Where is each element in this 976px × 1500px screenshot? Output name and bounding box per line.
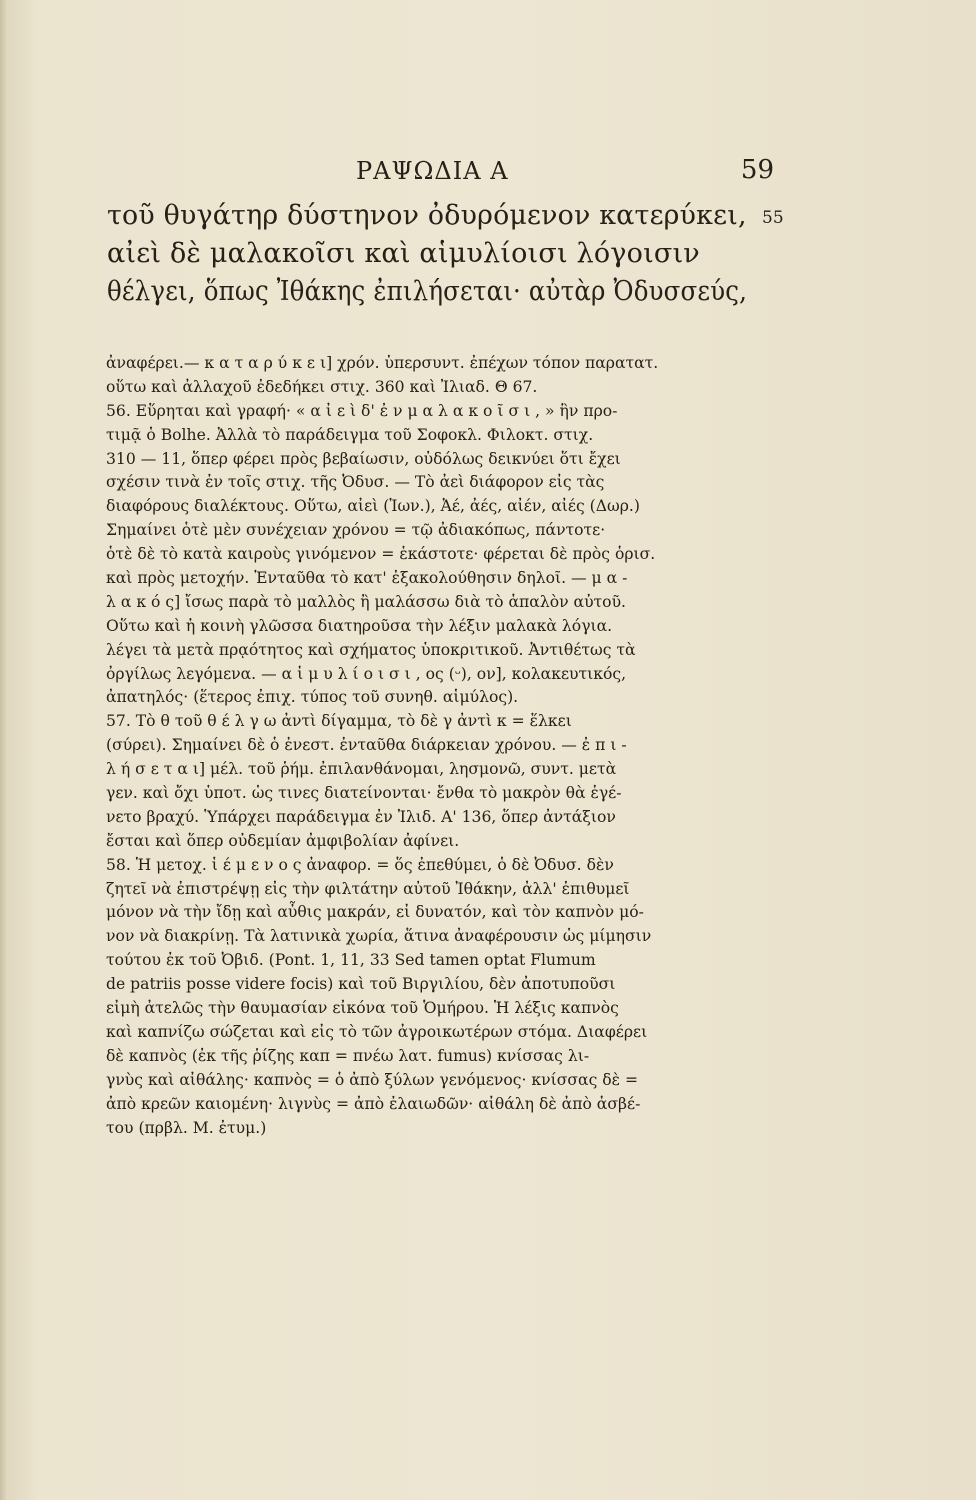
commentary-line: 58. Ἡ μετοχ. ἱ έ μ ε ν ο ς ἀναφορ. = ὅς ἐπεθύμει, ὁ δὲ Ὀδυσ. δὲν [106, 855, 614, 874]
commentary-line: του (πρβλ. Μ. ἐτυμ.) [106, 1118, 267, 1137]
page-edge [0, 0, 8, 1500]
commentary-line: ἀπατηλός· (ἕτερος ἐπιχ. τύπος τοῦ συνηθ. αἱμύλος). [106, 688, 519, 707]
commentary-line: ὀργίλως λεγόμενα. — α ἱ μ υ λ ί ο ι σ ι , ος (ᵕ), ον], κολακευτικός, [106, 664, 627, 683]
commentary-line: τιμᾷ ὁ Bolhe. Ἀλλὰ τὸ παράδειγμα τοῦ Σοφοκλ. Φιλοκτ. στιχ. [106, 425, 594, 444]
commentary-line: καὶ πρὸς μετοχήν. Ἐνταῦθα τὸ κατ' ἐξακολούθησιν δηλοῖ. — μ α - [106, 569, 628, 588]
commentary-line: (σύρει). Σημαίνει δὲ ὁ ἐνεστ. ἐνταῦθα διάρκειαν χρόνου. — ἐ π ι - [106, 736, 627, 755]
verse-block [107, 197, 748, 311]
commentary-line: Σημαίνει ὁτὲ μὲν συνέχειαν χρόνου = τῷ ἀδιακόπως, πάντοτε· [106, 521, 606, 540]
commentary-line: ἔσται καὶ ὅπερ οὐδεμίαν ἀμφιβολίαν ἀφίνει. [106, 831, 460, 850]
commentary-line: ὁτὲ δὲ τὸ κατὰ καιροὺς γινόμενον = ἑκάστοτε· φέρεται δὲ πρὸς ὁρισ. [106, 545, 656, 564]
commentary-line: τούτου ἐκ τοῦ Ὀβιδ. (Pont. 1, 11, 33 Sed tamen optat Flumum [106, 951, 596, 970]
commentary-line: νον νὰ διακρίνῃ. Τὰ λατινικὰ χωρία, ἅτινα ἀναφέρουσιν ὡς μίμησιν [106, 927, 652, 946]
verse-line: θέλγει, ὅπως Ἰθάκης ἐπιλήσεται· αὐτὰρ Ὀδυσσεύς, [107, 276, 748, 307]
commentary-block [106, 352, 772, 1140]
commentary-line: ἀπὸ κρεῶν καιομένη· λιγνὺς = ἀπὸ ἐλαιωδῶν· αἰθάλη δὲ ἀπὸ ἀσβέ- [106, 1094, 641, 1113]
commentary-line: καὶ καπνίζω σώζεται καὶ εἰς τὸ τῶν ἀγροικωτέρων στόμα. Διαφέρει [106, 1022, 648, 1041]
commentary-line: οὕτω καὶ ἀλλαχοῦ ἐδεδήκει στιχ. 360 καὶ Ἰλιαδ. Θ 67. [106, 377, 538, 396]
verse-number: 55 [762, 208, 784, 228]
commentary-line: de patriis posse videre focis) καὶ τοῦ Βιργιλίου, δὲν ἀποτυποῦσι [106, 975, 616, 994]
verse-line: τοῦ θυγάτηρ δύστηνον ὀδυρόμενον κατερύκει, [107, 200, 747, 231]
verse-line: αἰεὶ δὲ μαλακοῖσι καὶ αἱμυλίοισι λόγοισιν [107, 238, 700, 269]
commentary-line: διαφόρους διαλέκτους. Οὕτω, αἰεὶ (Ἰων.), Ἀέ, ἀές, αἰέν, αἰές (Δωρ.) [106, 497, 640, 516]
commentary-line: λ α κ ό ς] ἴσως παρὰ τὸ μαλλὸς ἢ μαλάσσω διὰ τὸ ἁπαλὸν αὐτοῦ. [106, 592, 627, 611]
commentary-line: 310 — 11, ὅπερ φέρει πρὸς βεβαίωσιν, οὐδόλως δεικνύει ὅτι ἔχει [106, 449, 621, 468]
running-header-title: ΡΑΨΩΔΙΑ Α [356, 157, 509, 185]
commentary-line: γνὺς καὶ αἰθάλης· καπνὸς = ὁ ἀπὸ ξύλων γενόμενος· κνίσσας δὲ = [106, 1070, 639, 1089]
commentary-line: ζητεῖ νὰ ἐπιστρέψῃ εἰς τὴν φιλτάτην αὐτοῦ Ἰθάκην, ἀλλ' ἐπιθυμεῖ [106, 879, 630, 898]
commentary-line: λέγει τὰ μετὰ πρᾳότητος καὶ σχήματος ὑποκριτικοῦ. Ἀντιθέτως τὰ [106, 640, 636, 659]
commentary-line: 57. Τὸ θ τοῦ θ έ λ γ ω ἀντὶ δίγαμμα, τὸ δὲ γ ἀντὶ κ = ἕλκει [106, 712, 572, 731]
commentary-line: 56. Εὕρηται καὶ γραφή· « α ἰ ε ὶ δ' ἐ ν μ α λ α κ ο ῖ σ ι , » ἣν προ- [106, 401, 618, 420]
commentary-line: νετο βραχύ. Ὑπάρχει παράδειγμα ἐν Ἰλιδ. Α' 136, ὅπερ ἀντάξιον [106, 807, 616, 826]
commentary-line: δὲ καπνὸς (ἐκ τῆς ῥίζης καπ = πνέω λατ. fumus) κνίσσας λι- [106, 1046, 590, 1065]
commentary-line: ἀναφέρει.— κ α τ α ρ ύ κ ε ι] χρόν. ὑπερσυντ. ἐπέχων τόπον παρατατ. [106, 354, 659, 372]
commentary-line: γεν. καὶ ὄχι ὑποτ. ὡς τινες διατείνονται· ἔνθα τὸ μακρὸν θὰ ἐγέ- [106, 784, 622, 803]
commentary-line: μόνον νὰ τὴν ἴδῃ καὶ αὖθις μακράν, εἰ δυνατόν, καὶ τὸν καπνὸν μό- [106, 903, 644, 922]
commentary-line: Οὕτω καὶ ἡ κοινὴ γλῶσσα διατηροῦσα τὴν λέξιν μαλακὰ λόγια. [106, 616, 613, 635]
page-number: 59 [740, 155, 774, 185]
commentary-line: σχέσιν τινὰ ἐν τοῖς στιχ. τῆς Ὀδυσ. — Τὸ ἀεὶ διάφορον εἰς τὰς [106, 473, 605, 492]
commentary-line: εἰμὴ ἀτελῶς τὴν θαυμασίαν εἰκόνα τοῦ Ὁμήρου. Ἡ λέξις καπνὸς [106, 999, 619, 1018]
commentary-line: λ ή σ ε τ α ι] μέλ. τοῦ ῥήμ. ἐπιλανθάνομαι, λησμονῶ, συντ. μετὰ [106, 760, 617, 779]
